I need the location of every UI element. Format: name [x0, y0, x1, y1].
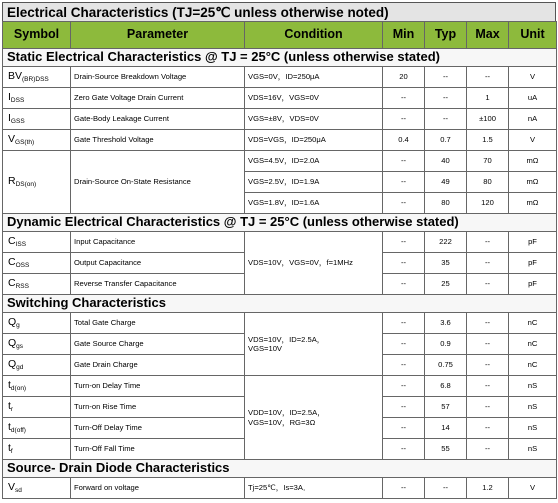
min-cell: --: [383, 88, 425, 109]
max-cell: --: [467, 67, 509, 88]
min-cell: --: [383, 109, 425, 130]
unit-cell: nS: [509, 418, 557, 439]
symbol-cell: [3, 67, 71, 88]
table-row: [3, 478, 557, 499]
parameter-cell: Gate Threshold Voltage: [71, 130, 245, 151]
table-row: [3, 67, 557, 88]
typ-cell: 0.9: [425, 334, 467, 355]
max-cell: --: [467, 232, 509, 253]
condition-line: VDS=10V，ID=2.5A，: [248, 334, 325, 344]
symbol: Q: [8, 336, 17, 349]
parameter-cell: Reverse Transfer Capacitance: [71, 274, 245, 295]
symbol: t: [8, 399, 11, 412]
symbol-cell: [3, 397, 71, 418]
symbol-subscript: d(off): [10, 426, 26, 434]
condition-line: VGS=10V，RG=3Ω: [248, 417, 316, 427]
symbol-subscript: GS(th): [15, 138, 35, 146]
characteristics-table: [2, 21, 557, 499]
typ-cell: 49: [425, 172, 467, 193]
max-cell: 80: [467, 172, 509, 193]
symbol-subscript: RSS: [15, 282, 29, 290]
symbol: V: [8, 132, 16, 145]
min-cell: --: [383, 172, 425, 193]
typ-cell: 40: [425, 151, 467, 172]
symbol-cell: [3, 109, 71, 130]
condition-cell: VGS=0V，ID=250μA: [245, 67, 383, 88]
unit-cell: nS: [509, 439, 557, 460]
min-cell: 20: [383, 67, 425, 88]
section-title: Dynamic Electrical Characteristics @ TJ = 25°C (unless otherwise stated): [3, 214, 557, 232]
symbol-cell: [3, 439, 71, 460]
symbol: t: [8, 441, 11, 454]
symbol-cell: [3, 232, 71, 253]
max-cell: --: [467, 355, 509, 376]
section-static: [3, 49, 557, 67]
parameter-cell: Drain-Source On-State Resistance: [71, 151, 245, 214]
unit-cell: V: [509, 67, 557, 88]
section-title: Static Electrical Characteristics @ TJ = 25°C (unless otherwise stated): [3, 49, 557, 67]
parameter-cell: Forward on voltage: [71, 478, 245, 499]
unit-cell: nS: [509, 397, 557, 418]
symbol-subscript: f: [10, 447, 13, 455]
max-cell: 1: [467, 88, 509, 109]
header-condition: Condition: [245, 22, 383, 49]
condition-cell: VGS=1.8V，ID=1.6A: [245, 193, 383, 214]
parameter-cell: Total Gate Charge: [71, 313, 245, 334]
min-cell: --: [383, 274, 425, 295]
table-row: [3, 88, 557, 109]
symbol: C: [8, 234, 16, 247]
min-cell: --: [383, 376, 425, 397]
unit-cell: pF: [509, 232, 557, 253]
section-switching: [3, 295, 557, 313]
max-cell: 70: [467, 151, 509, 172]
condition-line: VDD=10V，ID=2.5A，: [248, 408, 325, 418]
max-cell: --: [467, 418, 509, 439]
unit-cell: nC: [509, 313, 557, 334]
symbol-subscript: ISS: [15, 240, 27, 248]
symbol: BV: [8, 69, 23, 82]
max-cell: 1.5: [467, 130, 509, 151]
typ-cell: --: [425, 67, 467, 88]
typ-cell: --: [425, 478, 467, 499]
min-cell: --: [383, 334, 425, 355]
min-cell: --: [383, 232, 425, 253]
parameter-cell: Gate Drain Charge: [71, 355, 245, 376]
header-max: Max: [467, 22, 509, 49]
symbol: I: [8, 90, 11, 103]
unit-cell: mΩ: [509, 172, 557, 193]
max-cell: --: [467, 334, 509, 355]
symbol-cell: [3, 478, 71, 499]
condition-cell: [245, 376, 383, 460]
header-typ: Typ: [425, 22, 467, 49]
max-cell: --: [467, 439, 509, 460]
max-cell: --: [467, 376, 509, 397]
table-row: [3, 376, 557, 397]
symbol-subscript: g: [16, 321, 20, 329]
typ-cell: 6.8: [425, 376, 467, 397]
symbol: C: [8, 255, 16, 268]
parameter-cell: Gate Source Charge: [71, 334, 245, 355]
symbol-cell: [3, 130, 71, 151]
symbol: I: [8, 111, 11, 124]
symbol-subscript: d(on): [10, 384, 27, 392]
symbol-subscript: GSS: [10, 117, 25, 125]
section-diode: [3, 460, 557, 478]
header-row: [3, 22, 557, 49]
symbol-cell: [3, 313, 71, 334]
symbol: R: [8, 174, 16, 187]
min-cell: --: [383, 478, 425, 499]
condition-cell: VDS=VGS，ID=250μA: [245, 130, 383, 151]
parameter-cell: Input Capacitance: [71, 232, 245, 253]
symbol-cell: [3, 151, 71, 214]
symbol-subscript: gd: [16, 363, 24, 371]
symbol-cell: [3, 274, 71, 295]
section-title: Switching Characteristics: [3, 295, 557, 313]
table-row: [3, 151, 557, 172]
table-row: [3, 313, 557, 334]
unit-cell: V: [509, 478, 557, 499]
typ-cell: --: [425, 109, 467, 130]
typ-cell: 0.75: [425, 355, 467, 376]
min-cell: --: [383, 355, 425, 376]
min-cell: 0.4: [383, 130, 425, 151]
parameter-cell: Gate-Body Leakage Current: [71, 109, 245, 130]
table-row: [3, 232, 557, 253]
symbol-subscript: gs: [16, 342, 24, 350]
unit-cell: nA: [509, 109, 557, 130]
max-cell: --: [467, 313, 509, 334]
min-cell: --: [383, 253, 425, 274]
symbol-cell: [3, 253, 71, 274]
symbol-cell: [3, 418, 71, 439]
condition-cell: VGS=4.5V，ID=2.0A: [245, 151, 383, 172]
section-title: Source- Drain Diode Characteristics: [3, 460, 557, 478]
unit-cell: nC: [509, 355, 557, 376]
header-parameter: Parameter: [71, 22, 245, 49]
max-cell: 120: [467, 193, 509, 214]
condition-cell: VDS=10V，VGS=0V，f=1MHz: [245, 232, 383, 295]
symbol-subscript: OSS: [15, 261, 30, 269]
condition-cell: VGS=2.5V，ID=1.9A: [245, 172, 383, 193]
symbol-subscript: (BR)DSS: [22, 75, 49, 83]
min-cell: --: [383, 151, 425, 172]
parameter-cell: Output Capacitance: [71, 253, 245, 274]
table-row: [3, 130, 557, 151]
min-cell: --: [383, 439, 425, 460]
unit-cell: nC: [509, 334, 557, 355]
parameter-cell: Zero Gate Voltage Drain Current: [71, 88, 245, 109]
unit-cell: uA: [509, 88, 557, 109]
typ-cell: 3.6: [425, 313, 467, 334]
max-cell: 1.2: [467, 478, 509, 499]
max-cell: ±100: [467, 109, 509, 130]
typ-cell: 35: [425, 253, 467, 274]
typ-cell: 55: [425, 439, 467, 460]
symbol-cell: [3, 355, 71, 376]
max-cell: --: [467, 397, 509, 418]
unit-cell: nS: [509, 376, 557, 397]
condition-cell: [245, 313, 383, 376]
parameter-cell: Drain-Source Breakdown Voltage: [71, 67, 245, 88]
symbol: Q: [8, 315, 17, 328]
unit-cell: mΩ: [509, 193, 557, 214]
symbol: Q: [8, 357, 17, 370]
symbol-cell: [3, 88, 71, 109]
min-cell: --: [383, 313, 425, 334]
table-row: [3, 109, 557, 130]
unit-cell: mΩ: [509, 151, 557, 172]
max-cell: --: [467, 274, 509, 295]
unit-cell: V: [509, 130, 557, 151]
symbol: t: [8, 420, 11, 433]
unit-cell: pF: [509, 274, 557, 295]
min-cell: --: [383, 418, 425, 439]
symbol-subscript: DS(on): [15, 180, 37, 188]
min-cell: --: [383, 397, 425, 418]
typ-cell: 0.7: [425, 130, 467, 151]
symbol-cell: [3, 376, 71, 397]
condition-cell: VGS=±8V，VDS=0V: [245, 109, 383, 130]
typ-cell: 14: [425, 418, 467, 439]
typ-cell: 25: [425, 274, 467, 295]
typ-cell: 57: [425, 397, 467, 418]
electrical-characteristics-sheet: [2, 2, 556, 499]
condition-line: VGS=10V: [248, 344, 282, 353]
max-cell: --: [467, 253, 509, 274]
parameter-cell: Turn-Off Fall Time: [71, 439, 245, 460]
symbol: C: [8, 276, 16, 289]
header-unit: Unit: [509, 22, 557, 49]
table-title: Electrical Characteristics (TJ=25℃ unless otherwise noted): [2, 2, 556, 21]
symbol-subscript: sd: [15, 486, 22, 494]
parameter-cell: Turn-on Rise Time: [71, 397, 245, 418]
min-cell: --: [383, 193, 425, 214]
header-symbol: Symbol: [3, 22, 71, 49]
condition-cell: VDS=16V，VGS=0V: [245, 88, 383, 109]
typ-cell: 222: [425, 232, 467, 253]
symbol-subscript: r: [10, 405, 14, 413]
symbol-subscript: DSS: [10, 96, 25, 104]
condition-cell: Tj=25℃，Is=3A．: [245, 478, 383, 499]
symbol-cell: [3, 334, 71, 355]
parameter-cell: Turn-Off Delay Time: [71, 418, 245, 439]
header-min: Min: [383, 22, 425, 49]
symbol: t: [8, 378, 11, 391]
unit-cell: pF: [509, 253, 557, 274]
symbol: V: [8, 480, 16, 493]
typ-cell: --: [425, 88, 467, 109]
typ-cell: 80: [425, 193, 467, 214]
parameter-cell: Turn-on Delay Time: [71, 376, 245, 397]
section-dynamic: [3, 214, 557, 232]
